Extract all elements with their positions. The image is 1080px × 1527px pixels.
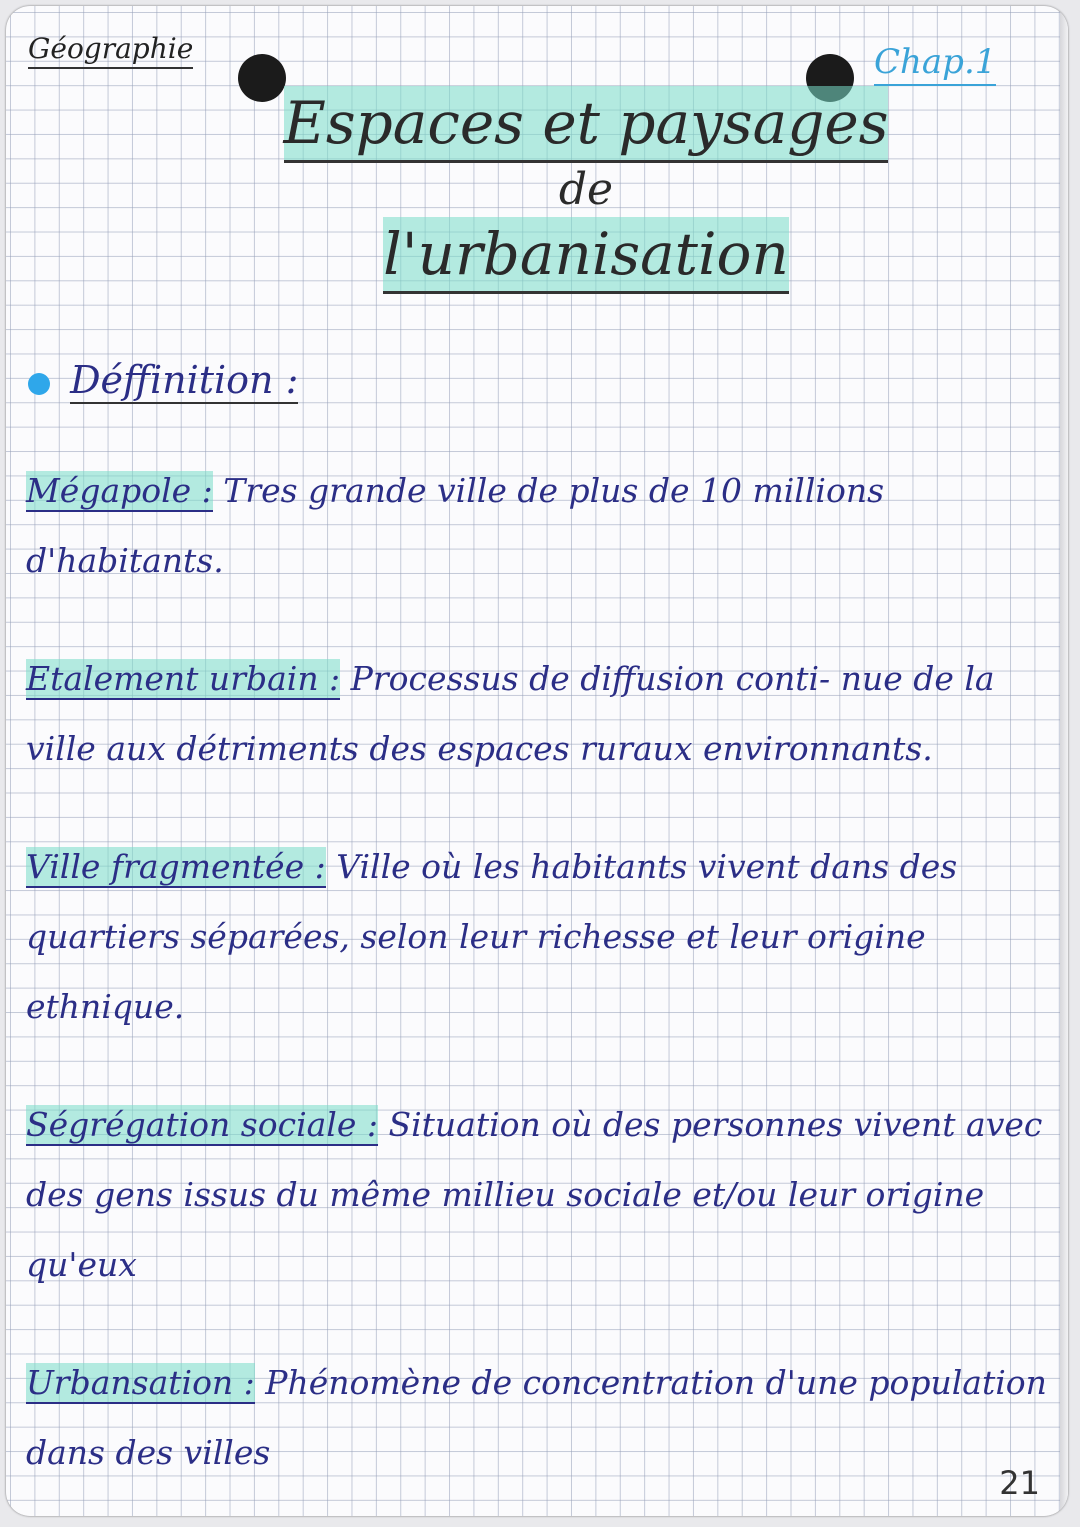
subject-label: Géographie <box>28 32 193 69</box>
title-line-1: Espaces et paysages <box>284 86 889 163</box>
definition-term: Mégapole : <box>26 471 213 510</box>
definition-text: Situation où des personnes vivent avec des gens issus du même millieu sociale et/ou leur origine qu'eux <box>26 1105 1043 1284</box>
definition-text: Processus de diffusion conti- nue de la ville aux détriments des espaces ruraux environnants. <box>26 659 995 768</box>
definition-text: Ville où les habitants vivent dans des quartiers séparées, selon leur richesse et leur origine ethnique. <box>26 847 958 1026</box>
definition-item <box>26 1348 1056 1488</box>
definition-term: Ville fragmentée : <box>26 847 326 886</box>
notebook-page <box>6 6 1068 1516</box>
definitions-list <box>26 456 1056 1516</box>
definition-text: Tres grande ville de plus de 10 millions d'habitants. <box>26 471 885 580</box>
definition-term: Urbansation : <box>26 1363 255 1402</box>
title-line-2: de <box>558 164 614 215</box>
section-heading-text: Déffinition : <box>70 358 299 402</box>
definition-term: Ségrégation sociale : <box>26 1105 378 1144</box>
bullet-dot-icon <box>28 373 50 395</box>
definition-item <box>26 644 1056 784</box>
title-line-3: l'urbanisation <box>383 217 789 294</box>
definition-term: Etalement urbain : <box>26 659 341 698</box>
section-heading <box>28 358 298 402</box>
definition-item <box>26 832 1056 1042</box>
definition-text: Phénomène de concentration d'une population dans des villes <box>26 1363 1047 1472</box>
definition-item <box>26 456 1056 596</box>
page-number: 21 <box>999 1464 1040 1502</box>
definition-item <box>26 1090 1056 1300</box>
chapter-label: Chap.1 <box>874 42 996 86</box>
page-edge <box>1060 6 1068 1516</box>
page-title <box>236 86 936 294</box>
